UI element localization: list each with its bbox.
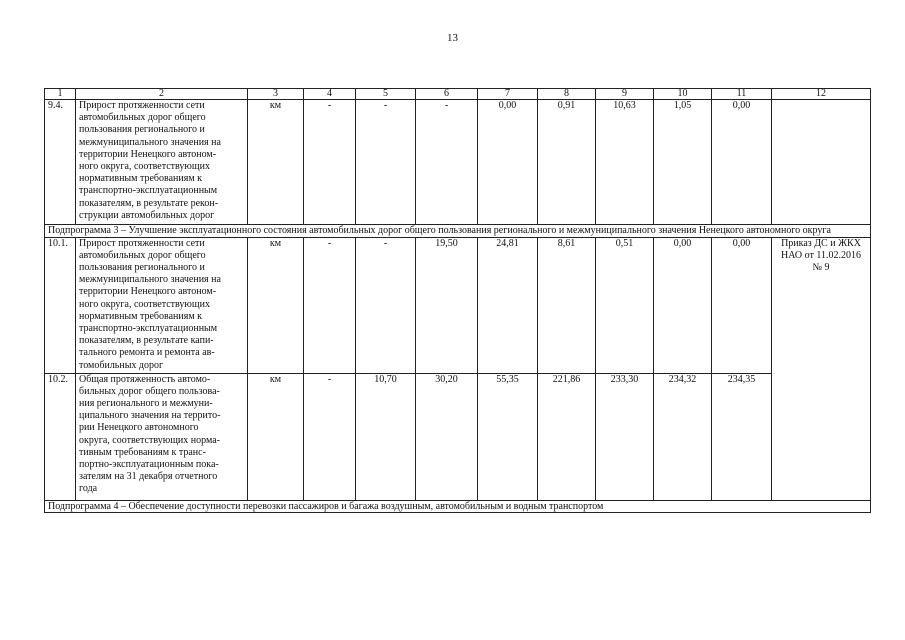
value-cell: 0,51 bbox=[596, 237, 654, 373]
value-cell: - bbox=[304, 373, 356, 500]
header-cell: 7 bbox=[478, 89, 538, 100]
value-cell: 8,61 bbox=[538, 237, 596, 373]
value-cell: 221,86 bbox=[538, 373, 596, 500]
value-cell: - bbox=[416, 100, 478, 225]
value-cell: 1,05 bbox=[654, 100, 712, 225]
value-cell: 10,70 bbox=[356, 373, 416, 500]
subprogram-row bbox=[45, 500, 871, 513]
value-cell: - bbox=[304, 100, 356, 225]
value-cell: 0,00 bbox=[712, 237, 772, 373]
value-cell: - bbox=[356, 100, 416, 225]
subprogram-4-title: Подпрограмма 4 – Обеспечение доступности перевозки пассажиров и багажа воздушным, автомобильным и водным транспортом bbox=[45, 500, 871, 513]
row-number: 9.4. bbox=[45, 100, 76, 225]
unit-cell: км bbox=[248, 100, 304, 225]
unit-cell: км bbox=[248, 237, 304, 373]
table-row bbox=[45, 373, 871, 500]
value-cell: 0,00 bbox=[712, 100, 772, 225]
header-cell: 2 bbox=[76, 89, 248, 100]
value-cell: - bbox=[304, 237, 356, 373]
header-cell: 12 bbox=[772, 89, 871, 100]
header-cell: 10 bbox=[654, 89, 712, 100]
indicator-name: Прирост протяженности сети автомобильных дорог общего пользования регионального и межмуниципального значения на территории Ненецкого автоном- ного округа, соответствующих нормативным требованиям к транспортно-эксплуатационным показателям, в результате рекон- струкции автомобильных дорог bbox=[76, 100, 248, 225]
indicator-name: Прирост протяженности сети автомобильных дорог общего пользования регионального и межмуниципального значения на территории Ненецкого автоном- ного округа, соответствующих нормативным требованиям к транспортно-эксплуатационным показателям, в результате капи- тального ремонта и ремонта ав- томобильных дорог bbox=[76, 237, 248, 373]
table-row bbox=[45, 237, 871, 373]
value-cell: 233,30 bbox=[596, 373, 654, 500]
row-number: 10.2. bbox=[45, 373, 76, 500]
value-cell: 24,81 bbox=[478, 237, 538, 373]
value-cell: 0,91 bbox=[538, 100, 596, 225]
row-number: 10.1. bbox=[45, 237, 76, 373]
header-cell: 8 bbox=[538, 89, 596, 100]
header-cell: 6 bbox=[416, 89, 478, 100]
value-cell: 19,50 bbox=[416, 237, 478, 373]
page-number: 13 bbox=[447, 32, 458, 44]
value-cell: 0,00 bbox=[654, 237, 712, 373]
header-cell: 11 bbox=[712, 89, 772, 100]
source-cell bbox=[772, 100, 871, 225]
value-cell: 30,20 bbox=[416, 373, 478, 500]
source-document: Приказ ДС и ЖКХ НАО от 11.02.2016 № 9 bbox=[772, 237, 871, 500]
value-cell: - bbox=[356, 237, 416, 373]
subprogram-3-title: Подпрограмма 3 – Улучшение эксплуатационного состояния автомобильных дорог общего пользования регионального и межмуниципального значения Ненецкого автономного округа bbox=[45, 225, 871, 238]
subprogram-row bbox=[45, 225, 871, 238]
unit-cell: км bbox=[248, 373, 304, 500]
indicators-table bbox=[44, 88, 871, 513]
indicator-name: Общая протяженность автомо- бильных дорог общего пользова- ния регионального и межмуни- ципального значения на террито- рии Ненецкого автономного округа, соответствующих норма- тивным требованиям к транс- портно-эксплуатационным пока- зателям на 31 декабря отчетного года bbox=[76, 373, 248, 500]
value-cell: 0,00 bbox=[478, 100, 538, 225]
table-row bbox=[45, 100, 871, 225]
header-cell: 4 bbox=[304, 89, 356, 100]
header-cell: 9 bbox=[596, 89, 654, 100]
header-cell: 5 bbox=[356, 89, 416, 100]
header-cell: 1 bbox=[45, 89, 76, 100]
header-row bbox=[45, 89, 871, 100]
value-cell: 234,35 bbox=[712, 373, 772, 500]
value-cell: 234,32 bbox=[654, 373, 712, 500]
header-cell: 3 bbox=[248, 89, 304, 100]
value-cell: 55,35 bbox=[478, 373, 538, 500]
value-cell: 10,63 bbox=[596, 100, 654, 225]
